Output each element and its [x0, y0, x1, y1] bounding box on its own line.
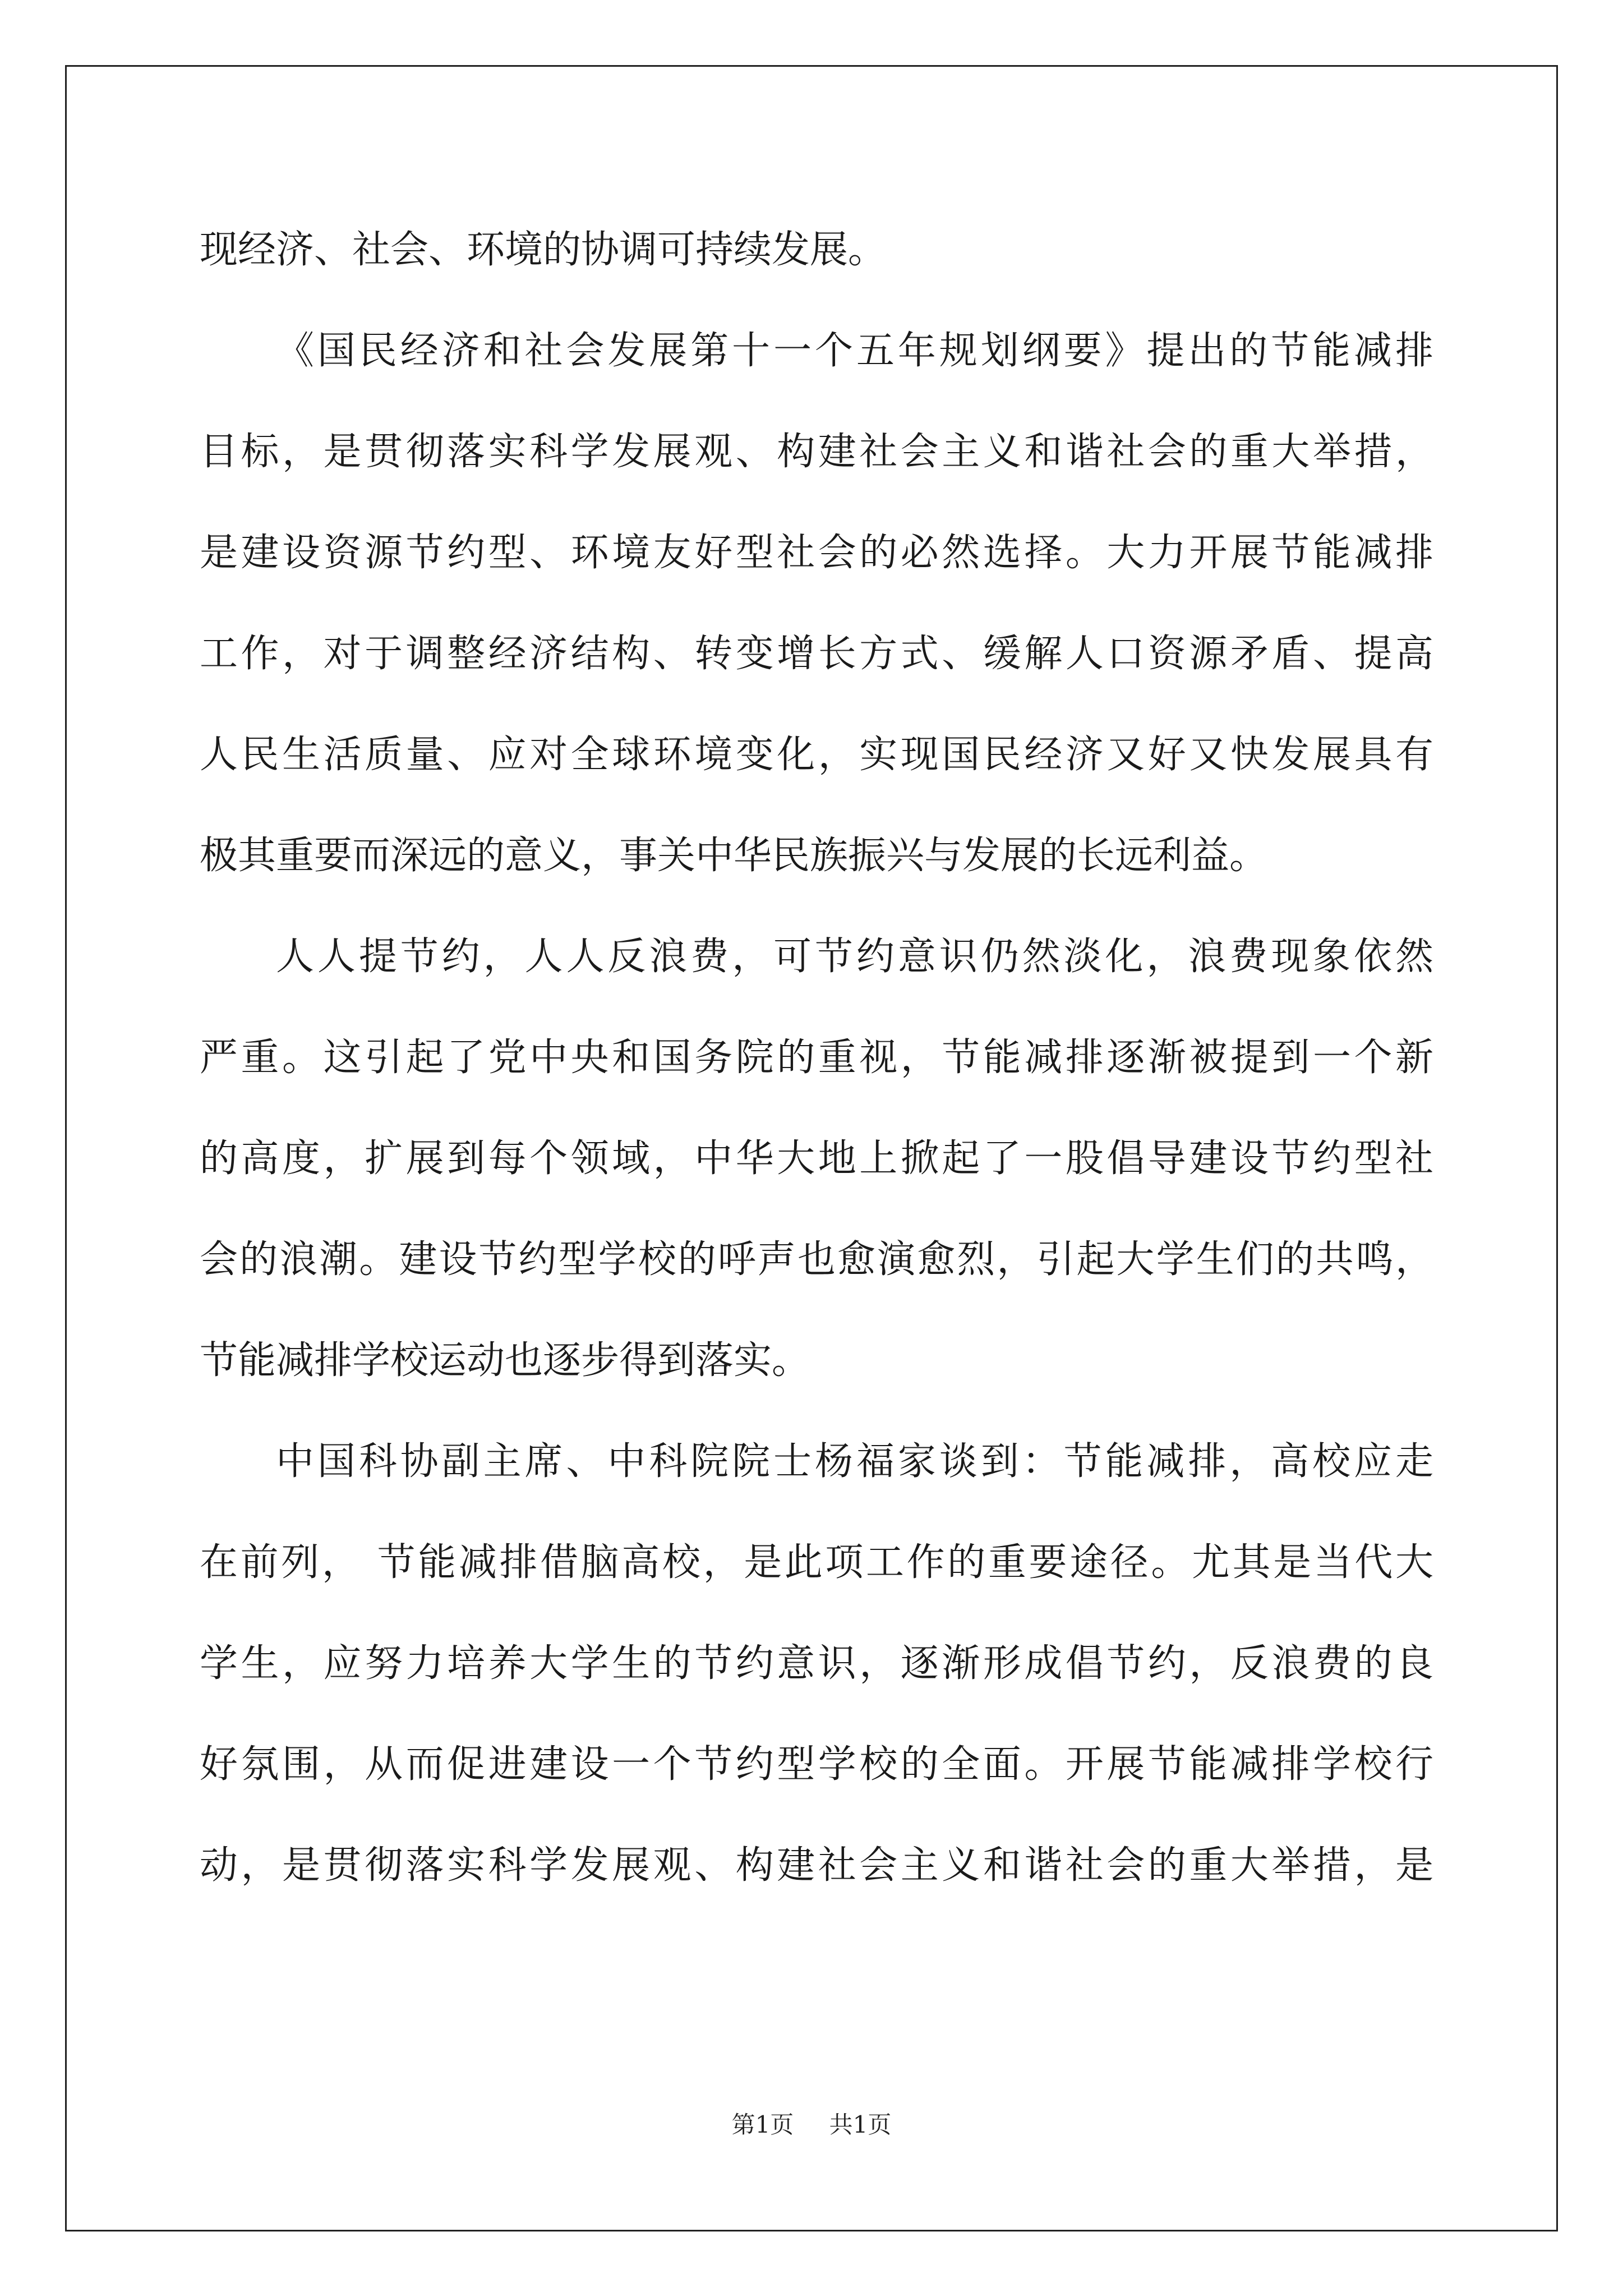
text-line: 《国民经济和社会发展第十一个五年规划纲要》提出的节能减排: [276, 329, 1433, 373]
text-line: 目标，是贯彻落实科学发展观、构建社会主义和谐社会的重大举措，: [200, 430, 1433, 474]
text-line: 会的浪潮。建设节约型学校的呼声也愈演愈烈，引起大学生们的共鸣，: [200, 1237, 1433, 1282]
page-total: 共1页: [829, 2111, 892, 2138]
text-line: 严重。这引起了党中央和国务院的重视，节能减排逐渐被提到一个新: [200, 1036, 1433, 1080]
text-line: 动，是贯彻落实科学发展观、构建社会主义和谐社会的重大举措，是: [200, 1843, 1433, 1888]
text-line: 中国科协副主席、中科院院士杨福家谈到：节能减排，高校应走: [276, 1439, 1433, 1484]
text-line: 工作，对于调整经济结构、转变增长方式、缓解人口资源矛盾、提高: [200, 632, 1433, 676]
text-line: 是建设资源节约型、环境友好型社会的必然选择。大力开展节能减排: [200, 531, 1433, 575]
text-line: 好氛围，从而促进建设一个节约型学校的全面。开展节能减排学校行: [200, 1742, 1433, 1787]
text-line: 学生，应努力培养大学生的节约意识，逐渐形成倡节约，反浪费的良: [200, 1641, 1433, 1686]
text-line: 人人提节约，人人反浪费，可节约意识仍然淡化，浪费现象依然: [276, 935, 1433, 979]
text-line: 节能减排学校运动也逐步得到落实。: [200, 1338, 810, 1383]
text-line: 的高度，扩展到每个领域，中华大地上掀起了一股倡导建设节约型社: [200, 1137, 1433, 1181]
document-body: [200, 200, 1433, 1916]
page-number: 第1页: [731, 2111, 794, 2138]
text-line: 人民生活质量、应对全球环境变化，实现国民经济又好又快发展具有: [200, 733, 1433, 777]
text-line: 现经济、社会、环境的协调可持续发展。: [200, 228, 887, 272]
text-line: 极其重要而深远的意义，事关中华民族振兴与发展的长远利益。: [200, 834, 1268, 878]
page-footer: [65, 2106, 1558, 2140]
text-line: 在前列， 节能减排借脑高校，是此项工作的重要途径。尤其是当代大: [200, 1540, 1433, 1585]
